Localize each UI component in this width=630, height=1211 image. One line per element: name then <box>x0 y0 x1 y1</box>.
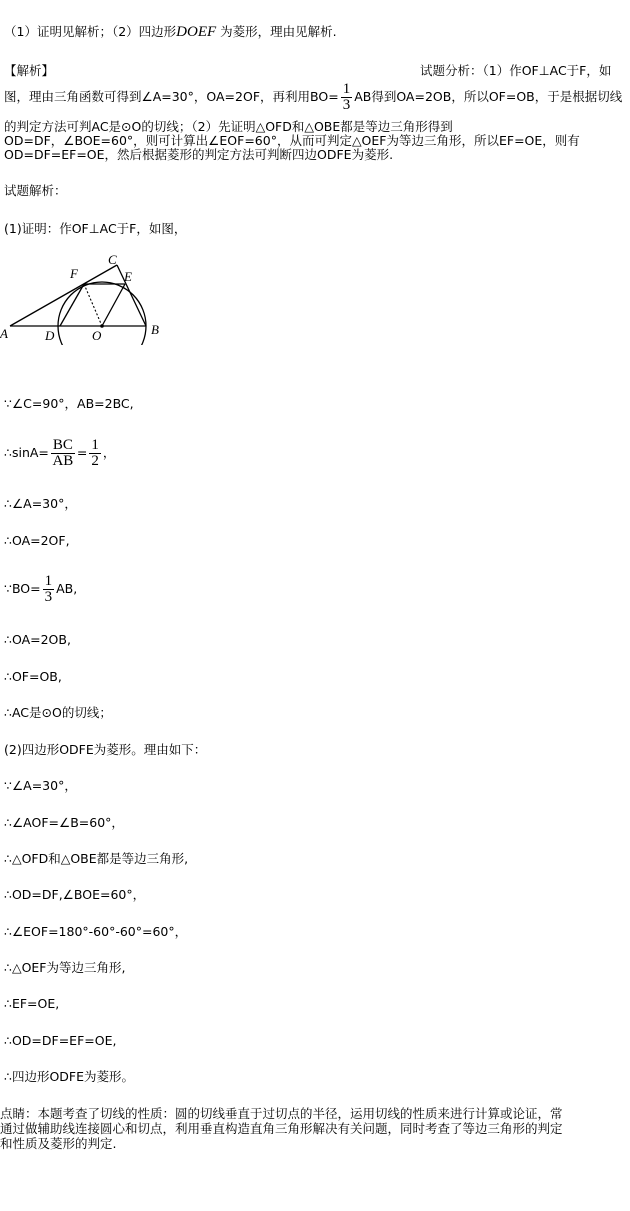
analysis-row5: OD=DF=EF=OE，然后根据菱形的判定方法可判断四边ODFE为菱形. <box>4 147 394 162</box>
comment-block <box>0 1106 628 1151</box>
step-2-fraction-1 <box>51 438 75 469</box>
proof-6: ∴△OEF为等边三角形, <box>4 960 126 975</box>
step-2 <box>4 436 115 470</box>
line-ac <box>10 265 117 326</box>
step-3: ∴∠A=30°， <box>4 496 77 511</box>
step-5-pre: ∵BO= <box>4 581 41 596</box>
line-eo <box>102 284 125 326</box>
proof-7: ∴EF=OE, <box>4 996 60 1011</box>
fraction-numerator: BC <box>52 437 73 453</box>
analysis-row4: OD=DF，∠BOE=60°，则可计算出∠EOF=60°，从而可判定△OEF为等边三角形，所以EF=OE，则有 <box>4 133 580 148</box>
fraction-numerator: 1 <box>44 573 53 589</box>
fraction-denominator: AB <box>52 453 74 469</box>
fraction-numerator: 1 <box>342 81 351 97</box>
step-2-eq: = <box>76 445 88 460</box>
step-5 <box>4 572 77 606</box>
fraction-denominator: 3 <box>342 97 351 113</box>
analysis-fraction <box>341 82 353 113</box>
analysis-heading: 【解析】 <box>4 63 55 78</box>
line-of-dashed <box>84 284 102 326</box>
analysis-row2-a: 图，理由三角函数可得到∠A=30°，OA=2OF，再利用BO= <box>4 89 339 104</box>
comment-row-2: 通过做辅助线连接圆心和切点，利用垂直构造直角三角形解决有关问题，同时考查了等边三角形的判定 <box>0 1121 563 1136</box>
step-5-post: AB, <box>56 581 78 596</box>
comment-row-3: 和性质及菱形的判定. <box>0 1136 117 1151</box>
step-8: ∴AC是⊙O的切线； <box>4 705 112 720</box>
proof-4: ∴OD=DF,∠BOE=60°， <box>4 887 146 902</box>
proof-3: ∴△OFD和△OBE都是等边三角形, <box>4 851 189 866</box>
proof-5: ∴∠EOF=180°-60°-60°=60°， <box>4 924 188 939</box>
step-6: ∴OA=2OB, <box>4 632 71 647</box>
step-1: ∵∠C=90°，AB=2BC, <box>4 396 134 411</box>
step-2-post: ， <box>102 445 116 460</box>
analysis-row3: 的判定方法可判AC是⊙O的切线；（2）先证明△OFD和△OBE都是等边三角形得到 <box>4 119 453 134</box>
step-2-pre: ∴sinA= <box>4 445 49 460</box>
label-f: F <box>70 266 78 281</box>
answer-part2: 为菱形，理由见解析. <box>216 24 337 39</box>
answer-shape: DOEF <box>176 24 217 40</box>
analysis-row2-b: AB得到OA=2OB，所以OF=OB，于是根据切线 <box>354 89 623 104</box>
label-c: C <box>108 252 117 267</box>
proof-1: ∵∠A=30°， <box>4 778 77 793</box>
step-5-fraction <box>43 574 55 605</box>
step-2-fraction-2 <box>89 438 101 469</box>
part2-intro: (2)四边形ODFE为菱形。理由如下： <box>4 742 207 757</box>
solution-heading: 试题解析： <box>4 183 67 198</box>
step-4: ∴OA=2OF, <box>4 533 70 548</box>
comment-row-1: 点睛：本题考查了切线的性质：圆的切线垂直于过切点的半径，运用切线的性质来进行计算或论证，常 <box>0 1106 563 1121</box>
fraction-numerator: 1 <box>91 437 99 453</box>
label-d: D <box>45 328 55 343</box>
label-a: A <box>0 326 8 341</box>
analysis-intro: 试题分析：（1）作OF⊥AC于F，如 <box>420 63 612 78</box>
fraction-denominator: 2 <box>91 453 99 469</box>
fraction-denominator: 3 <box>44 589 53 605</box>
proof-8: ∴OD=DF=EF=OE, <box>4 1033 117 1048</box>
label-e: E <box>124 269 132 284</box>
label-b: B <box>151 322 159 337</box>
proof-9: ∴四边形ODFE为菱形。 <box>4 1069 135 1084</box>
step-7: ∴OF=OB, <box>4 669 62 684</box>
part1-intro: (1)证明：作OF⊥AC于F，如图， <box>4 221 187 236</box>
analysis-row2 <box>4 82 622 113</box>
answer-line <box>4 24 337 40</box>
geometry-figure <box>0 250 180 345</box>
proof-2: ∴∠AOF=∠B=60°， <box>4 815 124 830</box>
answer-part1: （1）证明见解析；（2）四边形 <box>4 24 177 39</box>
label-o: O <box>92 328 102 343</box>
